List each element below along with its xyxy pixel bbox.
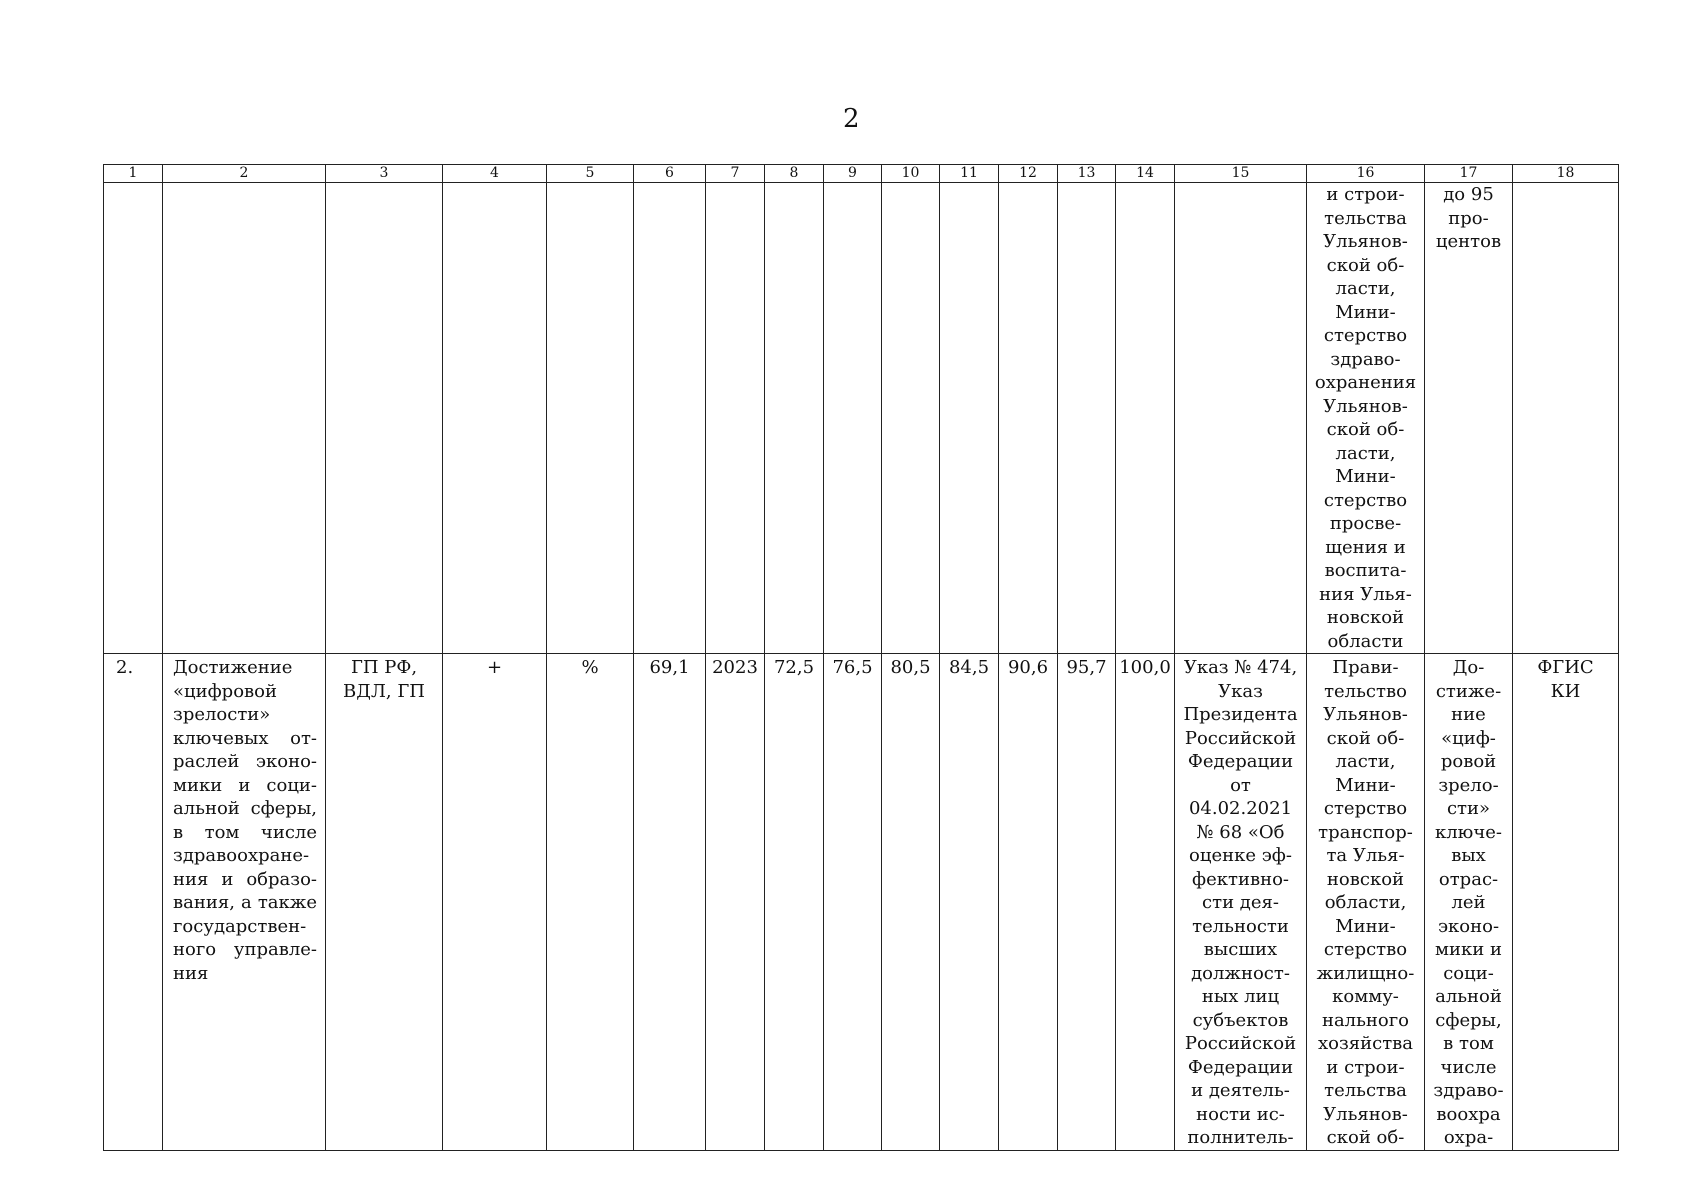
cell-value-10: 80,5: [882, 654, 940, 1151]
cell-empty: [824, 183, 882, 654]
cell-empty: [634, 183, 706, 654]
col-header-9: 9: [824, 165, 882, 183]
col-header-4: 4: [443, 165, 547, 183]
cell-value-14: 100,0: [1116, 654, 1175, 1151]
col-header-10: 10: [882, 165, 940, 183]
col-header-7: 7: [706, 165, 765, 183]
col-header-1: 1: [104, 165, 163, 183]
col-header-17: 17: [1425, 165, 1513, 183]
col-header-12: 12: [999, 165, 1058, 183]
table-row-2: [104, 654, 1619, 1151]
cell-empty: [443, 183, 547, 654]
cell-level: ГП РФ, ВДЛ, ГП: [326, 654, 443, 1151]
col-header-18: 18: [1513, 165, 1619, 183]
cell-target-continued: до 95 про- центов: [1425, 183, 1513, 654]
cell-empty: [163, 183, 326, 654]
indicators-table: [103, 164, 1619, 1151]
cell-empty: [104, 183, 163, 654]
col-header-2: 2: [163, 165, 326, 183]
cell-empty: [1513, 183, 1619, 654]
cell-value-8: 72,5: [765, 654, 824, 1151]
cell-empty: [1175, 183, 1307, 654]
col-header-14: 14: [1116, 165, 1175, 183]
cell-document: Указ № 474, Указ Президента Российской Федерации от 04.02.2021 № 68 «Об оценке эф- фективно- сти дея- тельности высших должност- ных лиц субъектов Российской Федерации и деятель- ности ис- полнитель-: [1175, 654, 1307, 1151]
cell-empty: [999, 183, 1058, 654]
cell-empty: [940, 183, 999, 654]
cell-empty: [706, 183, 765, 654]
cell-unit: %: [547, 654, 634, 1151]
cell-target: До- стиже- ние «циф- ровой зрело- сти» ключе- вых отрас- лей эконо- мики и соци- альной сферы, в том числе здраво- воохра охра-: [1425, 654, 1513, 1151]
cell-info-system: ФГИС КИ: [1513, 654, 1619, 1151]
cell-value-11: 84,5: [940, 654, 999, 1151]
page-number: 2: [843, 104, 860, 134]
cell-value-12: 90,6: [999, 654, 1058, 1151]
table-row-continuation: [104, 183, 1619, 654]
cell-base-value: 69,1: [634, 654, 706, 1151]
cell-responsible: Прави- тельство Ульянов- ской об- ласти, Мини- стерство транспор- та Улья- новской области, Мини- стерство жилищно- комму- нального хозяйства и строи- тельства Ульянов- ской об-: [1307, 654, 1425, 1151]
cell-value-13: 95,7: [1058, 654, 1116, 1151]
col-header-11: 11: [940, 165, 999, 183]
cell-empty: [1058, 183, 1116, 654]
col-header-3: 3: [326, 165, 443, 183]
cell-value-9: 76,5: [824, 654, 882, 1151]
cell-indicator-name: Достижение «цифровой зрелости» ключевых от- раслей эконо- мики и соци- альной сферы, в том числе здравоохране- ния и образо- вания, а также государствен- ного управле- ния: [163, 654, 326, 1151]
col-header-6: 6: [634, 165, 706, 183]
col-header-13: 13: [1058, 165, 1116, 183]
col-header-16: 16: [1307, 165, 1425, 183]
cell-empty: [1116, 183, 1175, 654]
cell-responsible-continued: и строи- тельства Ульянов- ской об- ласти, Мини- стерство здраво- охранения Ульянов- ской об- ласти, Мини- стерство просве- щения и воспита- ния Улья- новской области: [1307, 183, 1425, 654]
column-number-row: [104, 165, 1619, 183]
col-header-15: 15: [1175, 165, 1307, 183]
cell-empty: [882, 183, 940, 654]
col-header-5: 5: [547, 165, 634, 183]
cell-base-year: 2023: [706, 654, 765, 1151]
cell-empty: [765, 183, 824, 654]
cell-row-number: 2.: [104, 654, 163, 1151]
cell-empty: [547, 183, 634, 654]
col-header-8: 8: [765, 165, 824, 183]
cell-flag: +: [443, 654, 547, 1151]
cell-empty: [326, 183, 443, 654]
